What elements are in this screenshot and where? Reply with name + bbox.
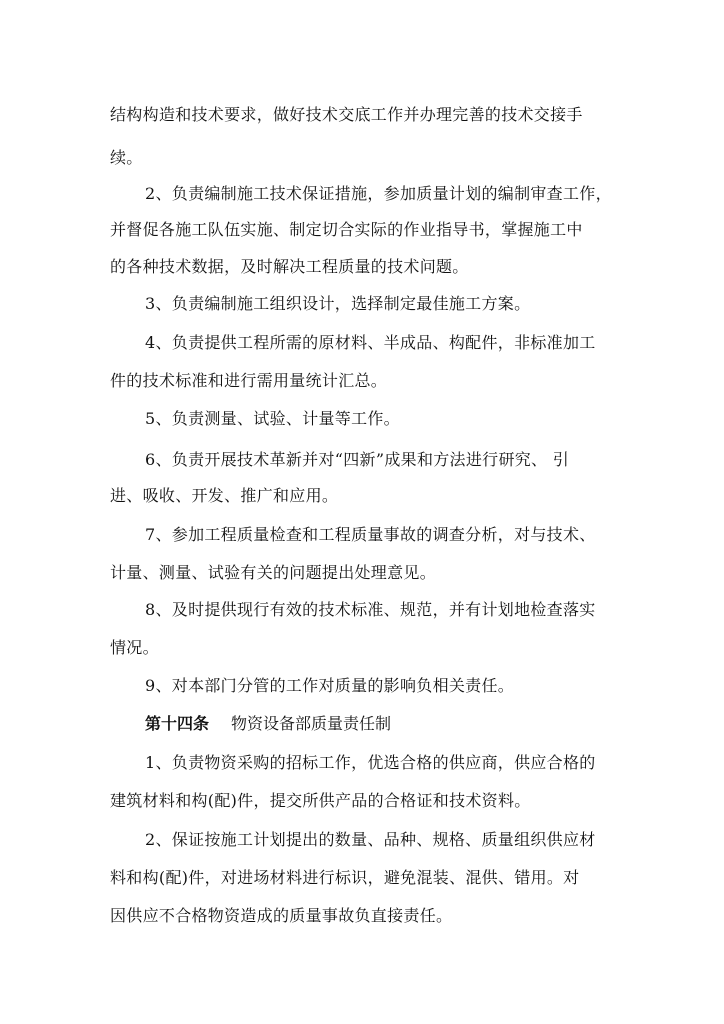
paragraph-line: 建筑材料和构(配)件，提交所供产品的合格证和技术资料。 <box>110 791 531 810</box>
article-heading <box>145 714 391 734</box>
article-title: 物资设备部质量责任制 <box>231 714 392 733</box>
paragraph-line: 情况。 <box>110 638 159 657</box>
paragraph-line: 续。 <box>110 148 143 167</box>
paragraph-line: 并督促各施工队伍实施、制定切合实际的作业指导书，掌握施工中 <box>110 220 583 239</box>
paragraph-line: 9、对本部门分管的工作对质量的影响负相关责任。 <box>145 676 515 695</box>
article-number: 第十四条 <box>145 714 210 733</box>
paragraph-line: 1、负责物资采购的招标工作，优选合格的供应商，供应合格的 <box>145 753 596 772</box>
paragraph-line: 进、吸收、开发、推广和应用。 <box>110 486 339 505</box>
paragraph-line: 的各种技术数据，及时解决工程质量的技术问题。 <box>110 257 469 276</box>
paragraph-line: 8、及时提供现行有效的技术标准、规范，并有计划地检查落实 <box>145 600 596 619</box>
paragraph-line: 5、负责测量、试验、计量等工作。 <box>145 409 400 428</box>
paragraph-line: 3、负责编制施工组织设计，选择制定最佳施工方案。 <box>145 294 531 313</box>
paragraph-line: 6、负责开展技术革新并对“四新”成果和方法进行研究、 引 <box>145 450 570 469</box>
paragraph-line: 2、负责编制施工技术保证措施，参加质量计划的编制审查工作， <box>145 184 612 203</box>
paragraph-line: 4、负责提供工程所需的原材料、半成品、构配件，非标准加工 <box>145 333 596 352</box>
paragraph-line: 2、保证按施工计划提出的数量、品种、规格、质量组织供应材 <box>145 830 596 849</box>
paragraph-line: 计量、测量、试验有关的问题提出处理意见。 <box>110 563 437 582</box>
paragraph-line: 7、参加工程质量检查和工程质量事故的调查分析，对与技术、 <box>145 525 596 544</box>
paragraph-line: 件的技术标准和进行需用量统计汇总。 <box>110 371 388 390</box>
paragraph-line: 因供应不合格物资造成的质量事故负直接责任。 <box>110 906 453 925</box>
paragraph-line: 结构构造和技术要求，做好技术交底工作并办理完善的技术交接手 <box>110 105 583 124</box>
paragraph-line: 料和构(配)件，对进场材料进行标识，避免混装、混供、错用。对 <box>110 868 580 887</box>
